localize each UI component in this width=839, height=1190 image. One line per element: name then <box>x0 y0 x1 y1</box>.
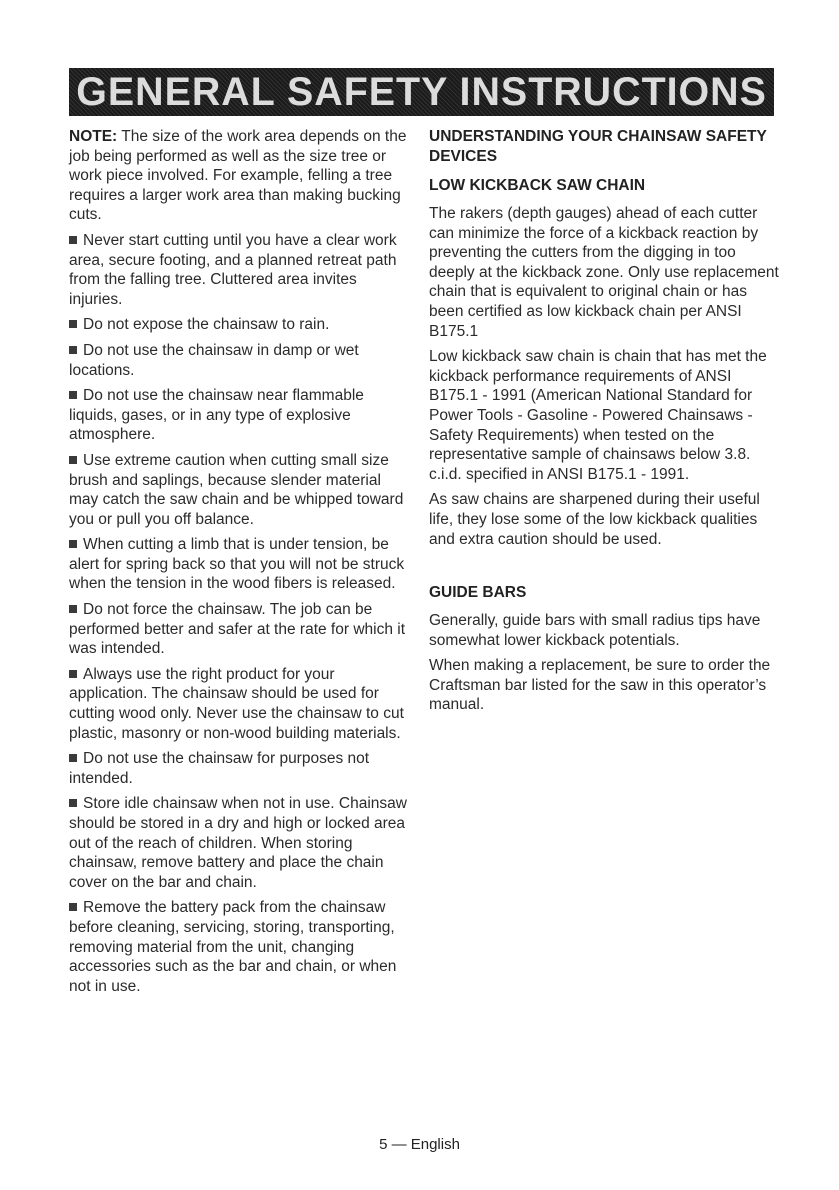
square-bullet-icon <box>69 754 77 762</box>
list-item: When cutting a limb that is under tension, be alert for spring back so that you will not be struck when the tension in the wood fibers is released. <box>69 536 405 593</box>
section-heading: UNDERSTANDING YOUR CHAINSAW SAFETY DEVICES <box>429 128 767 165</box>
paragraph: Low kickback saw chain is chain that has met the kickback performance requirements of ANSI B175.1 - 1991 (American National Standard for Power Tools - Gasoline - Powered Chainsaws - Safety Requirements) when tested on the representative sample of chainsaws below 3.8. c.i.d. specified in ANSI B175.1 - 1991. <box>429 348 767 483</box>
list-item: Use extreme caution when cutting small size brush and saplings, because slender material may catch the saw chain and be whipped toward you or pull you off balance. <box>69 451 404 528</box>
right-column <box>429 127 781 721</box>
list-item: Do not expose the chainsaw to rain. <box>69 315 414 335</box>
section-spacer <box>429 555 781 574</box>
square-bullet-icon <box>69 605 77 613</box>
chain-heading: LOW KICKBACK SAW CHAIN <box>429 177 646 194</box>
square-bullet-icon <box>69 540 77 548</box>
square-bullet-icon <box>69 903 77 911</box>
note-label: NOTE: <box>69 128 118 145</box>
page-footer: 5 — English <box>379 1136 460 1153</box>
list-item: Always use the right product for your application. The chainsaw should be used for cutting wood only. Never use the chainsaw to cut plastic, masonry or non-wood building materials. <box>69 665 404 742</box>
square-bullet-icon <box>69 456 77 464</box>
list-item: Do not use the chainsaw near flammable liquids, gases, or in any type of explosive atmosphere. <box>69 387 364 444</box>
page-title: GENERAL SAFETY INSTRUCTIONS <box>76 70 767 114</box>
note-paragraph <box>69 127 414 225</box>
list-item: Do not force the chainsaw. The job can be performed better and safer at the rate for which it was intended. <box>69 601 406 658</box>
title-banner <box>69 68 774 116</box>
guide-heading: GUIDE BARS <box>429 584 527 602</box>
square-bullet-icon <box>69 799 77 807</box>
square-bullet-icon <box>69 670 77 678</box>
paragraph: When making a replacement, be sure to order the Craftsman bar listed for the saw in this operator’s manual. <box>429 657 771 714</box>
list-item: Do not use the chainsaw for purposes not intended. <box>69 750 370 787</box>
square-bullet-icon <box>69 391 77 399</box>
square-bullet-icon <box>69 236 77 244</box>
list-item: Store idle chainsaw when not in use. Chainsaw should be stored in a dry and high or locked area out of the reach of children. When storing chainsaw, remove battery and place the chain cover on the bar and chain. <box>69 795 407 891</box>
list-item: Remove the battery pack from the chainsaw before cleaning, servicing, storing, transporting, removing material from the unit, changing accessories such as the bar and chain, or when not in use. <box>69 899 397 995</box>
paragraph: As saw chains are sharpened during their useful life, they lose some of the low kickback qualities and extra caution should be used. <box>429 491 760 548</box>
square-bullet-icon <box>69 346 77 354</box>
list-item: Never start cutting until you have a clear work area, secure footing, and a planned retreat path from the falling tree. Cluttered area invites injuries. <box>69 231 397 308</box>
note-text: The size of the work area depends on the job being performed as well as the size tree or work piece involved. For example, felling a tree requires a larger work area than making bucking cuts. <box>69 128 407 224</box>
paragraph: Generally, guide bars with small radius tips have somewhat lower kickback potentials. <box>429 612 761 649</box>
list-item: Do not use the chainsaw in damp or wet locations. <box>69 341 359 379</box>
square-bullet-icon <box>69 320 77 328</box>
left-column <box>69 127 414 1002</box>
paragraph: The rakers (depth gauges) ahead of each cutter can minimize the force of a kickback reaction by preventing the cutters from the digging in too deeply at the kickback zone. Only use replacement chain that is equivalent to original chain or has been certified as low kickback chain per ANSI B175.1 <box>429 205 779 340</box>
